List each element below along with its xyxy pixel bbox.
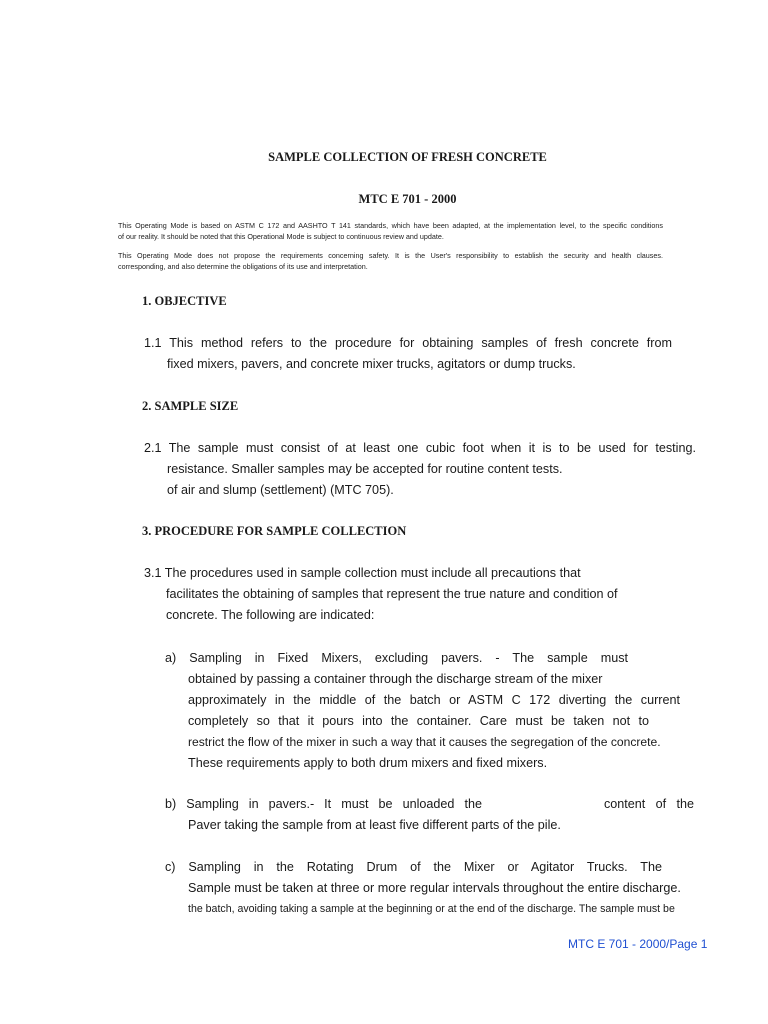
paragraph-line: of air and slump (settlement) (MTC 705).: [167, 483, 394, 497]
list-item-line: content of the: [604, 797, 694, 811]
document-title: SAMPLE COLLECTION OF FRESH CONCRETE: [268, 150, 547, 164]
paragraph-line: 1.1 This method refers to the procedure for obtaining samples of fresh concrete from: [144, 336, 672, 350]
paragraph-line: facilitates the obtaining of samples that represent the true nature and condition of: [166, 587, 618, 601]
list-item-line: b) Sampling in pavers.- It must be unloaded the: [165, 797, 482, 811]
section-heading-objective: 1. OBJECTIVE: [142, 294, 227, 308]
note-line: corresponding, and also determine the obligations of its use and interpretation.: [118, 262, 368, 271]
list-item-line: c) Sampling in the Rotating Drum of the Mixer or Agitator Trucks. The: [165, 860, 662, 874]
list-item-line: restrict the flow of the mixer in such a way that it causes the segregation of the concrete.: [188, 735, 661, 749]
paragraph-line: concrete. The following are indicated:: [166, 608, 375, 622]
list-item-line: the batch, avoiding taking a sample at the beginning or at the end of the discharge. The sample must be: [188, 903, 675, 915]
list-item-line: Paver taking the sample from at least five different parts of the pile.: [188, 818, 561, 832]
note-line: This Operating Mode does not propose the requirements concerning safety. It is the User's responsibility to establish the security and health clauses.: [118, 251, 663, 260]
section-heading-procedure: 3. PROCEDURE FOR SAMPLE COLLECTION: [142, 524, 407, 538]
note-line: of our reality. It should be noted that this Operational Mode is subject to continuous review and update.: [118, 232, 444, 241]
list-item-line: a) Sampling in Fixed Mixers, excluding pavers. - The sample must: [165, 651, 628, 665]
paragraph-line: resistance. Smaller samples may be accepted for routine content tests.: [167, 462, 563, 476]
list-item-line: These requirements apply to both drum mixers and fixed mixers.: [188, 756, 548, 770]
page-footer: MTC E 701 - 2000/Page 1: [568, 937, 708, 951]
document-code: MTC E 701 - 2000: [358, 192, 457, 206]
note-line: This Operating Mode is based on ASTM C 172 and AASHTO T 141 standards, which have been adapted, at the implementation level, to the specific conditions: [118, 221, 663, 230]
paragraph-line: fixed mixers, pavers, and concrete mixer trucks, agitators or dump trucks.: [167, 357, 576, 371]
list-item-line: obtained by passing a container through the discharge stream of the mixer: [188, 672, 603, 686]
list-item-line: approximately in the middle of the batch or ASTM C 172 diverting the current: [188, 693, 680, 707]
list-item-line: completely so that it pours into the container. Care must be taken not to: [188, 714, 649, 728]
list-item-line: Sample must be taken at three or more regular intervals throughout the entire discharge.: [188, 881, 681, 895]
paragraph-line: 3.1 The procedures used in sample collection must include all precautions that: [144, 566, 581, 580]
paragraph-line: 2.1 The sample must consist of at least one cubic foot when it is to be used for testing.: [144, 441, 696, 455]
section-heading-sample-size: 2. SAMPLE SIZE: [142, 399, 239, 413]
